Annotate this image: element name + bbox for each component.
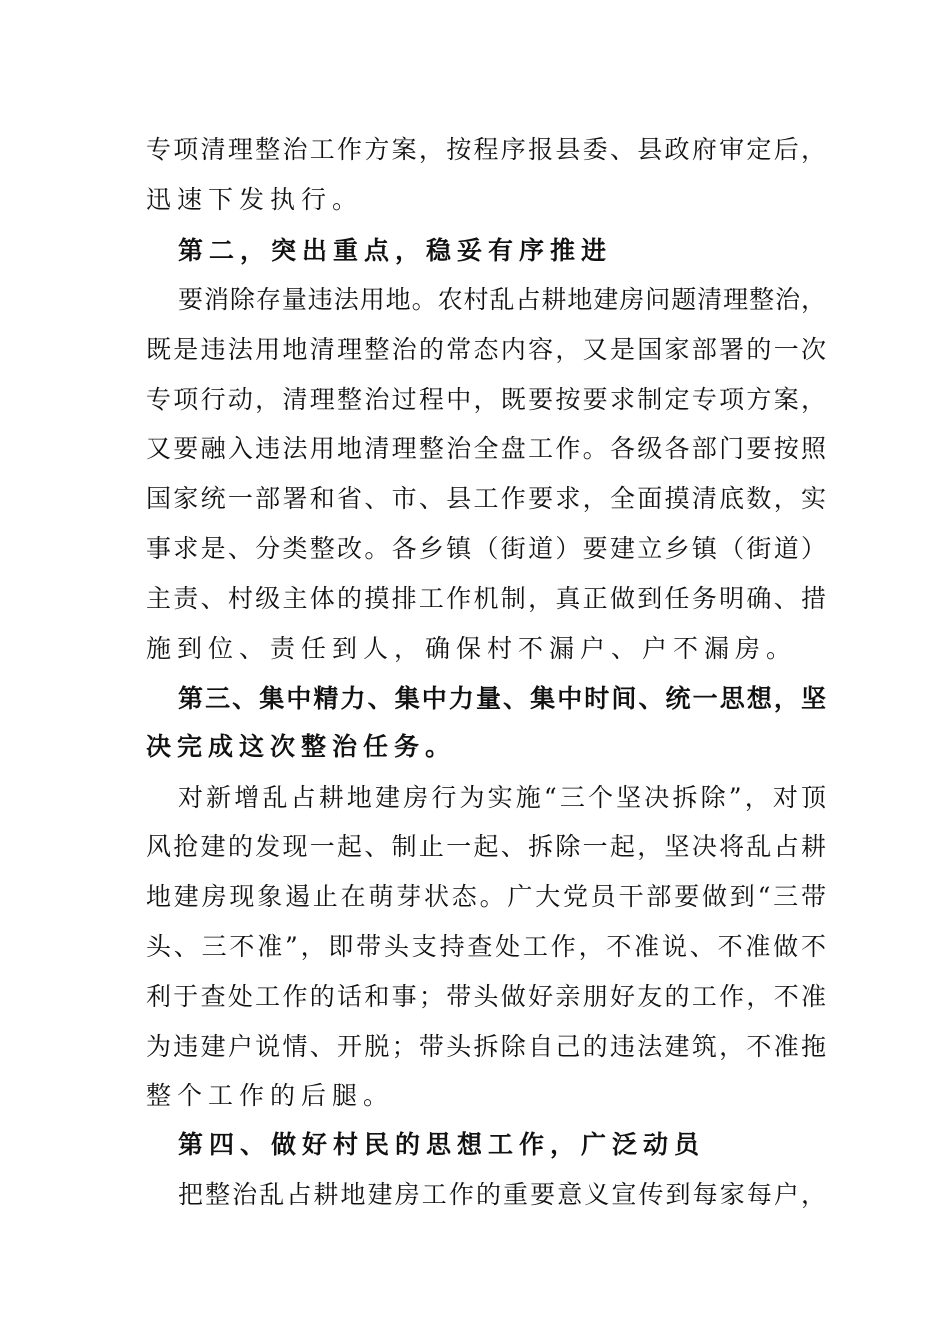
body-text-line: 专项清理整治工作方案，按程序报县委、县政府审定后， [146, 135, 826, 164]
body-text-line: 国家统一部署和省、市、县工作要求，全面摸清底数，实 [146, 484, 826, 513]
body-text-line: 头、三不准”，即带头支持查处工作，不准说、不准做不 [146, 932, 826, 961]
section-heading-3: 第三、集中精力、集中力量、集中时间、统一思想，坚 [178, 684, 826, 713]
body-text-line: 对新增乱占耕地建房行为实施“三个坚决拆除”，对顶 [178, 783, 826, 812]
body-text-line: 又要融入违法用地清理整治全盘工作。各级各部门要按照 [146, 434, 826, 463]
body-text-line: 把整治乱占耕地建房工作的重要意义宣传到每家每户， [178, 1180, 826, 1209]
section-heading-4: 第四、做好村民的思想工作，广泛动员 [178, 1130, 706, 1159]
body-text-line: 地建房现象遏止在萌芽状态。广大党员干部要做到“三带 [146, 882, 826, 911]
section-heading-3-cont: 决完成这次整治任务。 [146, 732, 457, 761]
body-text-line: 迅速下发执行。 [146, 185, 364, 214]
body-text-line: 要消除存量违法用地。农村乱占耕地建房问题清理整治， [178, 285, 826, 314]
section-heading-2: 第二，突出重点，稳妥有序推进 [178, 236, 613, 265]
body-text-line: 事求是、分类整改。各乡镇（街道）要建立乡镇（街道） [146, 534, 826, 563]
body-text-line: 风抢建的发现一起、制止一起、拆除一起，坚决将乱占耕 [146, 832, 826, 861]
body-text-line: 施到位、责任到人，确保村不漏户、户不漏房。 [146, 634, 798, 663]
body-text-line: 利于查处工作的话和事；带头做好亲朋好友的工作，不准 [146, 982, 826, 1011]
body-text-line: 整个工作的后腿。 [146, 1081, 395, 1110]
body-text-line: 为违建户说情、开脱；带头拆除自己的违法建筑，不准拖 [146, 1032, 826, 1061]
body-text-line: 专项行动，清理整治过程中，既要按要求制定专项方案， [146, 385, 826, 414]
body-text-line: 主责、村级主体的摸排工作机制，真正做到任务明确、措 [146, 584, 826, 613]
body-text-line: 既是违法用地清理整治的常态内容，又是国家部署的一次 [146, 335, 826, 364]
